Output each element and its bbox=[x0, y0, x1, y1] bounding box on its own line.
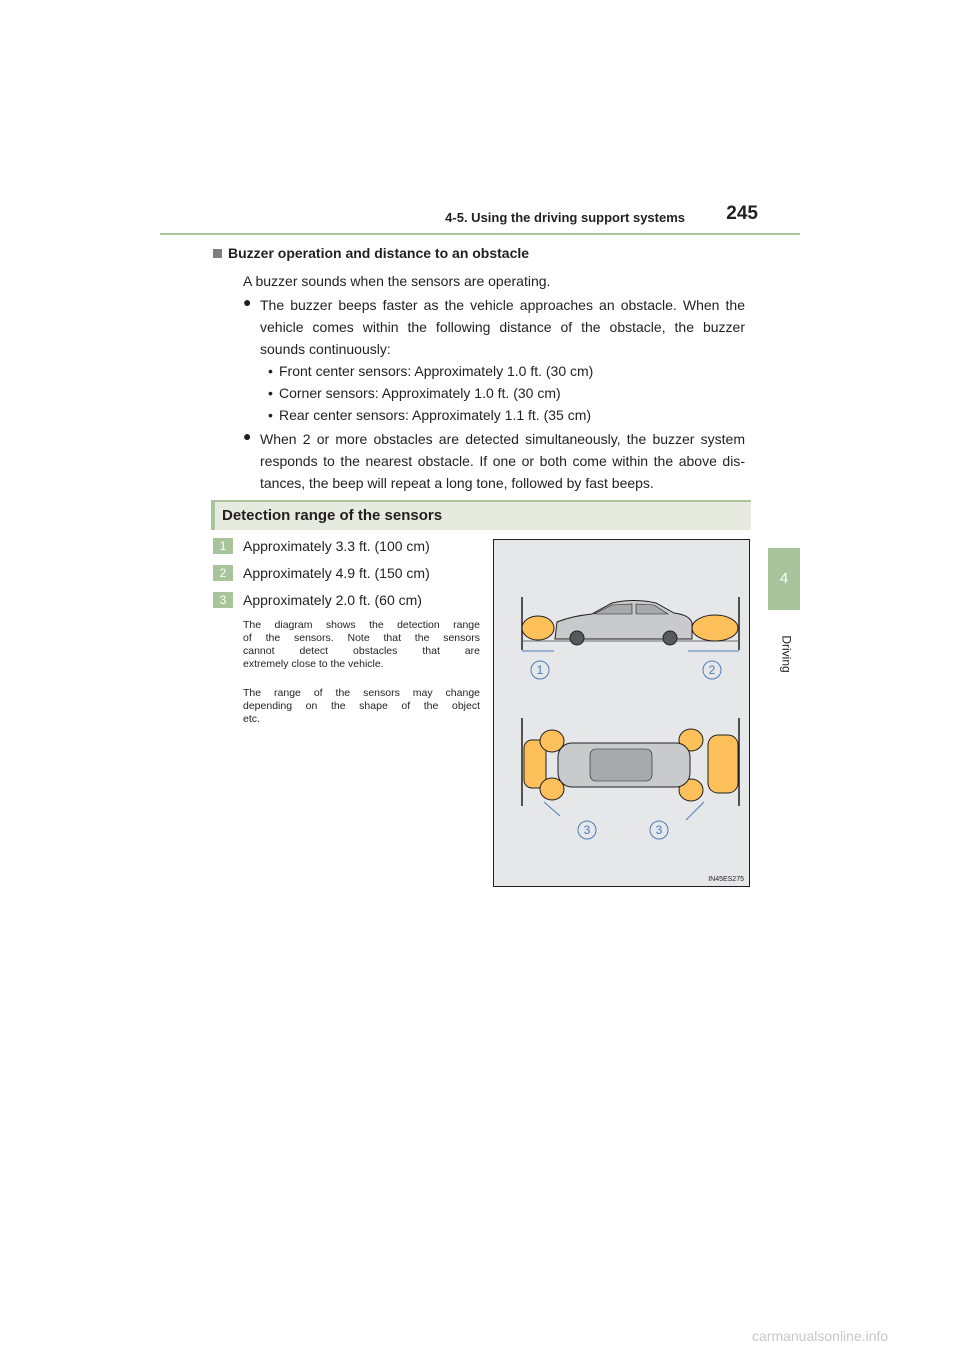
sensor-diagram bbox=[493, 539, 750, 887]
figure-code: IN45ES275 bbox=[708, 876, 744, 883]
bullet-icon: ● bbox=[243, 428, 252, 444]
section-title-detection: Detection range of the sensors bbox=[222, 507, 443, 524]
car-roof bbox=[590, 749, 652, 781]
sub-item: Front center sensors: Approximately 1.0 ft. (30 cm) bbox=[279, 363, 594, 379]
callout-label: 3 bbox=[583, 823, 591, 837]
sub-bullet-icon: • bbox=[268, 407, 273, 423]
bullet1-line: sounds continuously: bbox=[260, 341, 391, 357]
section-title: 4-5. Using the driving support systems bbox=[445, 210, 685, 225]
number-badge-3: 3 bbox=[213, 592, 233, 608]
sub-bullet-icon: • bbox=[268, 363, 273, 379]
range-line bbox=[544, 802, 560, 816]
note-line: extremely close to the vehicle. bbox=[243, 658, 384, 670]
sensor-diagram-svg bbox=[494, 540, 749, 886]
bullet2-line: responds to the nearest obstacle. If one or both come within the above dis- bbox=[260, 453, 745, 469]
callout-label: 1 bbox=[536, 663, 544, 677]
note-line: etc. bbox=[243, 713, 260, 725]
bar-accent bbox=[211, 502, 215, 530]
footer-watermark[interactable]: carmanualsonline.info bbox=[752, 1328, 889, 1344]
chapter-tab[interactable]: 4 bbox=[768, 548, 800, 610]
wheel bbox=[663, 631, 677, 645]
sensor-zone bbox=[692, 615, 738, 641]
number-badge-1: 1 bbox=[213, 538, 233, 554]
sub-bullet-icon: • bbox=[268, 385, 273, 401]
note-line: depending on the shape of the object bbox=[243, 700, 480, 712]
buzzer-intro: A buzzer sounds when the sensors are operating. bbox=[243, 273, 551, 289]
bullet2-line: tances, the beep will repeat a long tone, followed by fast beeps. bbox=[260, 475, 654, 491]
sensor-zone bbox=[708, 735, 738, 793]
bullet2-line: When 2 or more obstacles are detected simultaneously, the buzzer system bbox=[260, 431, 745, 447]
sub-item: Corner sensors: Approximately 1.0 ft. (30 cm) bbox=[279, 385, 561, 401]
callout-label: 3 bbox=[655, 823, 663, 837]
range-line bbox=[686, 802, 704, 820]
page-header bbox=[160, 203, 800, 233]
sensor-zone bbox=[522, 616, 554, 640]
page-number: 245 bbox=[726, 203, 758, 224]
bullet1-line: vehicle comes within the following distance of the obstacle, the buzzer bbox=[260, 319, 745, 335]
bullet1-line: The buzzer beeps faster as the vehicle approaches an obstacle. When the bbox=[260, 297, 745, 313]
chapter-label: Driving bbox=[779, 635, 794, 673]
wheel bbox=[570, 631, 584, 645]
buzzer-heading: Buzzer operation and distance to an obstacle bbox=[213, 245, 529, 261]
square-bullet-icon bbox=[213, 249, 222, 258]
sub-item: Rear center sensors: Approximately 1.1 ft. (35 cm) bbox=[279, 407, 592, 423]
callout-label: 2 bbox=[708, 663, 716, 677]
detection-item-2: Approximately 4.9 ft. (150 cm) bbox=[243, 565, 430, 581]
section-bar bbox=[211, 500, 751, 530]
note-line: The range of the sensors may change bbox=[243, 687, 480, 699]
detection-item-1: Approximately 3.3 ft. (100 cm) bbox=[243, 538, 430, 554]
header-rule bbox=[160, 233, 800, 235]
bullet-icon: ● bbox=[243, 294, 252, 310]
note-line: of the sensors. Note that the sensors bbox=[243, 632, 480, 644]
note-line: The diagram shows the detection range bbox=[243, 619, 480, 631]
number-badge-2: 2 bbox=[213, 565, 233, 581]
detection-item-3: Approximately 2.0 ft. (60 cm) bbox=[243, 592, 422, 608]
note-line: cannot detect obstacles that are bbox=[243, 645, 480, 657]
